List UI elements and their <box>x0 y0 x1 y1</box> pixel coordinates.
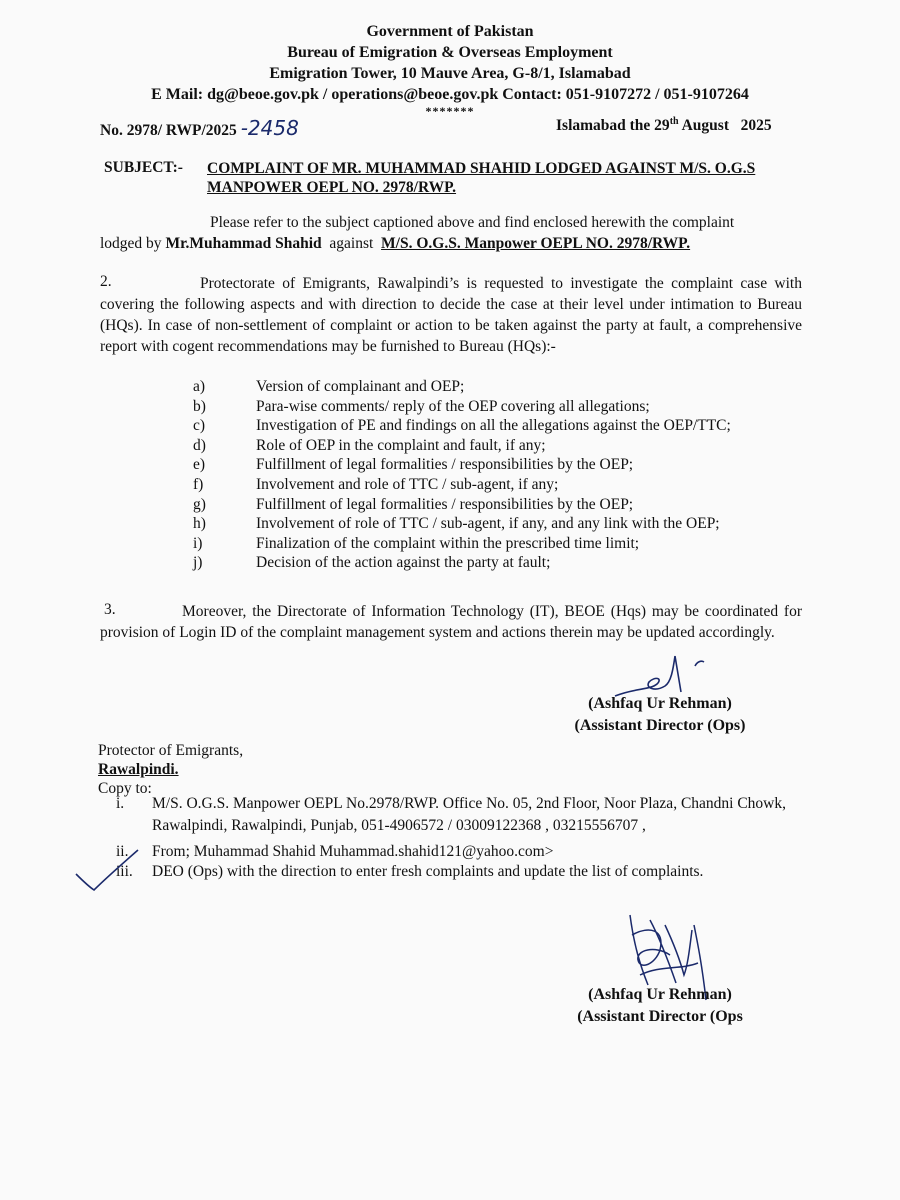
copy-marker: iii. <box>116 863 133 880</box>
signatory-title-2: (Assistant Director (Ops <box>577 1008 743 1025</box>
aspect-text: Finalization of the complaint within the prescribed time limit; <box>256 534 640 552</box>
para2-number: 2. <box>100 273 112 290</box>
signature-block-2 <box>570 984 750 1028</box>
signature-block-1 <box>570 693 750 737</box>
letterhead-contact: E Mail: dg@beoe.gov.pk / operations@beoe.gov.pk Contact: 051-9107272 / 051-9107264 <box>151 86 749 103</box>
aspect-text: Version of complainant and OEP; <box>256 378 465 395</box>
signatory-name-2: (Ashfaq Ur Rehman) <box>588 986 732 1003</box>
addressee-line1: Protector of Emigrants, <box>98 742 244 759</box>
aspect-marker: h) <box>193 515 206 533</box>
para3-number: 3. <box>104 601 116 618</box>
aspect-marker: a) <box>193 378 206 395</box>
letterhead-government: Government of Pakistan <box>366 23 534 40</box>
letterhead <box>0 21 900 117</box>
addressee <box>98 741 243 798</box>
aspect-text: Fulfillment of legal formalities / responsibilities by the OEP; <box>256 456 634 474</box>
addressee-city: Rawalpindi. <box>98 761 179 778</box>
aspect-text: Involvement and role of TTC / sub-agent, if any; <box>256 476 559 493</box>
copy-text: M/S. O.G.S. Manpower OEPL No.2978/RWP. Office No. 05, 2nd Floor, Noor Plaza, Chandni Chowk, Rawalpindi, Rawalpindi, Punjab, 051-4906572 / 03009122368 , 03215556707 , <box>152 795 786 834</box>
aspect-text: Involvement of role of TTC / sub-agent, if any, and any link with the OEP; <box>256 515 720 533</box>
aspect-marker: i) <box>193 534 203 552</box>
aspect-text: Role of OEP in the complaint and fault, if any; <box>256 436 546 454</box>
letterhead-address: Emigration Tower, 10 Mauve Area, G-8/1, Islamabad <box>269 65 631 82</box>
para3-text: Moreover, the Directorate of Information Technology (IT), BEOE (Hqs) may be coordinated for provision of Login ID of the complaint management system and actions therein may be updated accordingly. <box>100 603 802 641</box>
aspect-marker: b) <box>193 397 206 415</box>
aspect-marker: d) <box>193 436 206 454</box>
aspect-marker: g) <box>193 495 206 513</box>
copy-to-label: Copy to: <box>98 780 152 797</box>
subject-label: SUBJECT:- <box>104 159 183 176</box>
para1-line1: Please refer to the subject captioned above and find enclosed herewith the complaint <box>210 214 735 231</box>
reference-number: No. 2978/ RWP/2025 -2458 <box>100 116 299 140</box>
aspect-marker: j) <box>193 554 203 572</box>
copy-text: From; Muhammad Shahid Muhammad.shahid121@yahoo.com> <box>152 843 554 860</box>
copy-marker: i. <box>116 795 125 812</box>
subject-text: COMPLAINT OF MR. MUHAMMAD SHAHID LODGED AGAINST M/S. O.G.S MANPOWER OEPL NO. 2978/RWP. <box>207 160 756 196</box>
aspect-marker: c) <box>193 417 206 435</box>
para2-text: Protectorate of Emigrants, Rawalpindi’s is requested to investigate the complaint case with covering the following aspects and with direction to decide the case at their level under intimation to Bureau (HQs). In case of non-settlement of complaint or action to be taken against the party at fault, a comprehensive report with cogent recommendations may be furnished to Bureau (HQs):- <box>100 275 802 355</box>
complainant-name: Mr.Muhammad Shahid <box>165 235 322 252</box>
signatory-title: (Assistant Director (Ops) <box>574 717 746 734</box>
oepl-party: M/S. O.G.S. Manpower OEPL NO. 2978/RWP. <box>381 235 691 252</box>
aspect-marker: e) <box>193 456 206 474</box>
aspect-text: Investigation of PE and findings on all the allegations against the OEP/TTC; <box>256 417 731 435</box>
copy-text: DEO (Ops) with the direction to enter fresh complaints and update the list of complaints. <box>152 863 704 880</box>
letterhead-bureau: Bureau of Emigration & Overseas Employment <box>287 44 613 61</box>
copy-marker: ii. <box>116 843 129 860</box>
para1-line2: lodged by Mr.Muhammad Shahid against M/S. O.G.S. Manpower OEPL NO. 2978/RWP. <box>100 235 691 252</box>
aspect-marker: f) <box>193 476 204 493</box>
aspect-text: Decision of the action against the party at fault; <box>256 554 551 572</box>
aspect-text: Para-wise comments/ reply of the OEP covering all allegations; <box>256 397 650 415</box>
letterhead-stars: ******* <box>425 104 475 118</box>
signatory-name: (Ashfaq Ur Rehman) <box>588 695 732 712</box>
aspect-text: Fulfillment of legal formalities / responsibilities by the OEP; <box>256 495 634 513</box>
tick-mark-icon <box>72 836 142 896</box>
handwritten-diary-number: -2458 <box>240 116 299 140</box>
letter-date: Islamabad the 29th August 2025 <box>556 116 772 135</box>
